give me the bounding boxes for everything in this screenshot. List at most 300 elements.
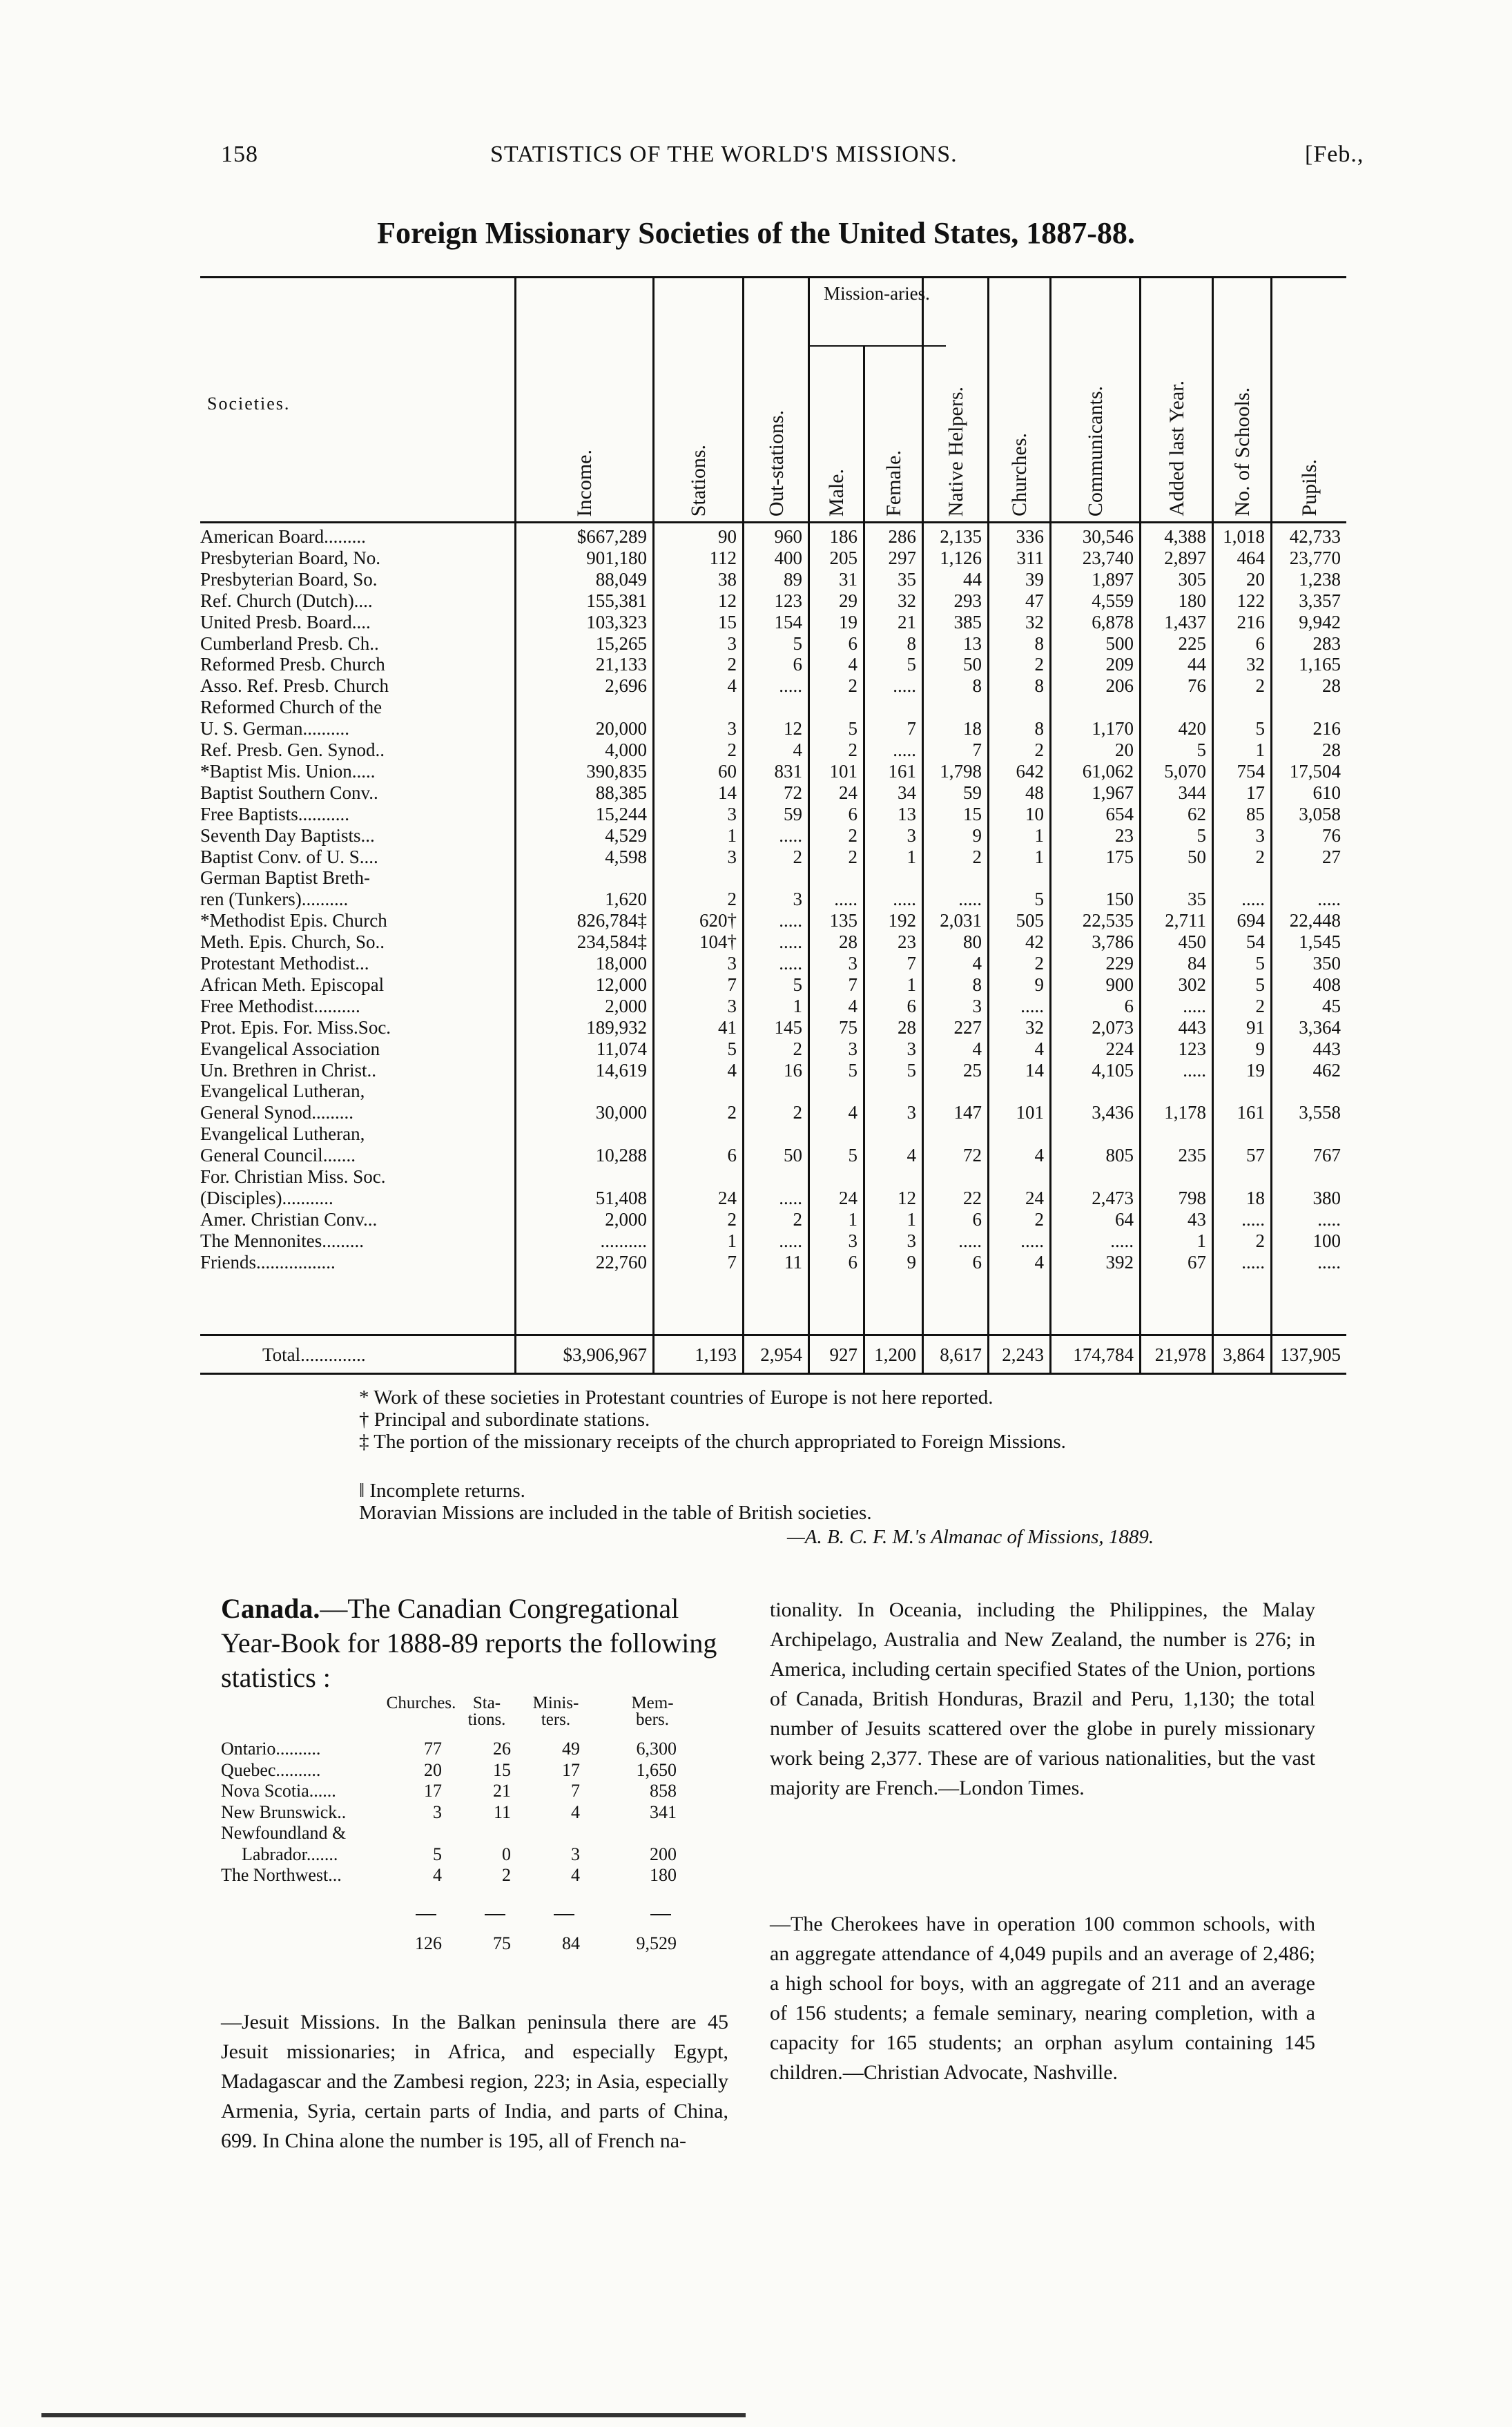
table-bottom-rule xyxy=(200,1373,1346,1375)
table-cell: 20 xyxy=(1246,568,1265,590)
table-cell: 311 xyxy=(1016,547,1044,568)
table-cell: 302 xyxy=(1178,974,1206,995)
table-cell: 3 xyxy=(727,632,737,654)
table-cell: 4 xyxy=(727,675,737,697)
table-cell: 227 xyxy=(953,1016,982,1038)
society-name: The Mennonites......... xyxy=(200,1230,364,1251)
society-name: Baptist Southern Conv.. xyxy=(200,782,378,803)
table-cell: 11 xyxy=(784,1251,802,1273)
total-cell: 137,905 xyxy=(1280,1344,1341,1365)
table-cell: 72 xyxy=(784,782,802,803)
table-cell: 1,798 xyxy=(940,760,982,782)
table-cell: 9,942 xyxy=(1299,611,1341,632)
table-cell: ..... xyxy=(893,675,916,697)
table-cell: 2 xyxy=(727,889,737,910)
table-cell: 297 xyxy=(888,547,916,568)
table-cell: ..... xyxy=(1241,1251,1265,1273)
table-cell: 8 xyxy=(972,974,982,995)
table-cell: 64 xyxy=(1115,1208,1134,1230)
society-name: American Board......... xyxy=(200,526,366,547)
table-cell: 229 xyxy=(1105,953,1134,974)
table-cell: 4,000 xyxy=(605,739,647,760)
table-column-rule xyxy=(922,276,924,1373)
table-cell: 24 xyxy=(839,782,857,803)
canada-cell: 4 xyxy=(571,1865,580,1885)
table-cell: ..... xyxy=(779,953,802,974)
table-cell: 60 xyxy=(718,760,737,782)
table-cell: 4,388 xyxy=(1164,526,1206,547)
canada-cell: 7 xyxy=(571,1781,580,1801)
table-cell: 420 xyxy=(1178,718,1206,739)
society-name: Presbyterian Board, So. xyxy=(200,568,378,590)
canada-cell: 1,650 xyxy=(636,1759,677,1780)
society-name: *Baptist Mis. Union..... xyxy=(200,760,376,782)
table-cell: 3 xyxy=(907,1102,916,1123)
society-name: Prot. Epis. For. Miss.Soc. xyxy=(200,1016,391,1038)
table-cell: 15,265 xyxy=(595,632,647,654)
table-cell: 2 xyxy=(793,1038,802,1059)
table-cell: 286 xyxy=(888,526,916,547)
canada-cell: 17 xyxy=(562,1759,580,1780)
canada-cell: 2 xyxy=(502,1865,511,1885)
table-cell: 6,878 xyxy=(1092,611,1134,632)
table-cell: 6 xyxy=(848,1251,857,1273)
total-cell: 2,243 xyxy=(1002,1344,1044,1365)
table-cell: 1,165 xyxy=(1299,654,1341,675)
table-cell: 1,238 xyxy=(1299,568,1341,590)
society-name: *Methodist Epis. Church xyxy=(200,910,387,931)
table-cell: 61,062 xyxy=(1082,760,1134,782)
table-cell: 32 xyxy=(1025,1016,1044,1038)
societies-header: Societies. xyxy=(207,394,291,414)
table-cell: 6 xyxy=(972,1251,982,1273)
table-cell: 4 xyxy=(972,953,982,974)
table-cell: 305 xyxy=(1178,568,1206,590)
canada-cell: 200 xyxy=(650,1844,677,1864)
total-cell: 174,784 xyxy=(1073,1344,1134,1365)
bottom-edge-rule xyxy=(41,2413,746,2417)
canada-cell: 4 xyxy=(571,1801,580,1822)
running-head: STATISTICS OF THE WORLD'S MISSIONS. xyxy=(490,142,958,167)
table-cell: 5 xyxy=(1255,953,1265,974)
table-cell: 84 xyxy=(1188,953,1206,974)
table-cell: 17 xyxy=(1246,782,1265,803)
table-cell: 76 xyxy=(1188,675,1206,697)
canada-column-header: Sta-tions. xyxy=(467,1694,506,1729)
table-cell: ..... xyxy=(1110,1230,1134,1251)
missionaries-header: Mission-aries. xyxy=(824,283,930,304)
table-cell: 8 xyxy=(972,675,982,697)
table-cell: 2,696 xyxy=(605,675,647,697)
table-cell: 3 xyxy=(972,995,982,1016)
table-cell: 8 xyxy=(1034,675,1044,697)
table-cell: 161 xyxy=(1237,1102,1265,1123)
society-name: (Disciples)........... xyxy=(200,1187,333,1208)
table-cell: 6 xyxy=(972,1208,982,1230)
table-cell: 2,073 xyxy=(1092,1016,1134,1038)
table-cell: 3 xyxy=(727,995,737,1016)
table-cell: 20 xyxy=(1115,739,1134,760)
table-cell: 826,784‡ xyxy=(576,910,647,931)
table-cell: 216 xyxy=(1312,718,1341,739)
table-column-rule xyxy=(1270,276,1272,1373)
table-cell: ..... xyxy=(958,1230,982,1251)
table-cell: 2,031 xyxy=(940,910,982,931)
table-cell: 45 xyxy=(1322,995,1341,1016)
total-cell: 21,978 xyxy=(1154,1344,1206,1365)
table-cell: 7 xyxy=(907,953,916,974)
canada-cell: 3 xyxy=(433,1801,442,1822)
table-cell: 44 xyxy=(1188,654,1206,675)
table-cell: 4 xyxy=(793,739,802,760)
table-cell: 103,323 xyxy=(586,611,647,632)
table-cell: 8 xyxy=(1034,632,1044,654)
table-cell: 443 xyxy=(1312,1038,1341,1059)
column-header: No. of Schools. xyxy=(1230,387,1254,516)
canada-cell: 11 xyxy=(493,1801,511,1822)
table-cell: 3 xyxy=(727,718,737,739)
footnote: —A. B. C. F. M.'s Almanac of Missions, 1889. xyxy=(787,1526,1154,1548)
table-cell: 19 xyxy=(839,611,857,632)
table-cell: 57 xyxy=(1246,1145,1265,1166)
table-cell: 16 xyxy=(784,1059,802,1081)
society-name: Seventh Day Baptists... xyxy=(200,824,375,846)
canada-province: Ontario.......... xyxy=(221,1739,321,1759)
canada-province: Nova Scotia...... xyxy=(221,1781,336,1801)
canada-cell: 20 xyxy=(424,1759,442,1780)
table-cell: 2,897 xyxy=(1164,547,1206,568)
table-cell: 1 xyxy=(848,1208,857,1230)
table-cell: 12 xyxy=(898,1187,916,1208)
table-cell: 31 xyxy=(839,568,857,590)
total-cell: 1,193 xyxy=(695,1344,737,1365)
table-cell: 7 xyxy=(972,739,982,760)
table-cell: 2 xyxy=(1034,953,1044,974)
table-cell: ..... xyxy=(958,889,982,910)
table-cell: 101 xyxy=(829,760,857,782)
total-cell: 1,200 xyxy=(874,1344,916,1365)
table-cell: 694 xyxy=(1237,910,1265,931)
table-cell: 51,408 xyxy=(595,1187,647,1208)
table-cell: 3 xyxy=(727,846,737,867)
table-cell: ..... xyxy=(1317,1251,1341,1273)
table-cell: 2 xyxy=(727,654,737,675)
canada-province: The Northwest... xyxy=(221,1865,342,1885)
society-name: Free Methodist.......... xyxy=(200,995,360,1016)
table-cell: 135 xyxy=(829,910,857,931)
table-cell: 344 xyxy=(1178,782,1206,803)
society-name: Evangelical Lutheran, xyxy=(200,1081,365,1102)
table-cell: 28 xyxy=(1322,739,1341,760)
table-cell: 15 xyxy=(718,611,737,632)
table-cell: 43 xyxy=(1188,1208,1206,1230)
table-cell: 2 xyxy=(848,824,857,846)
table-cell: 216 xyxy=(1237,611,1265,632)
table-cell: 22,760 xyxy=(595,1251,647,1273)
table-cell: 2 xyxy=(793,1102,802,1123)
table-cell: 235 xyxy=(1178,1145,1206,1166)
table-cell: 24 xyxy=(718,1187,737,1208)
table-cell: 32 xyxy=(1246,654,1265,675)
table-cell: 155,381 xyxy=(586,590,647,611)
table-cell: 4 xyxy=(907,1145,916,1166)
table-cell: 350 xyxy=(1312,953,1341,974)
table-cell: 3 xyxy=(907,824,916,846)
column-header: Stations. xyxy=(687,444,710,516)
table-cell: 4 xyxy=(1034,1145,1044,1166)
column-header: Churches. xyxy=(1008,433,1031,516)
table-cell: 5 xyxy=(848,1059,857,1081)
table-cell: 1 xyxy=(727,1230,737,1251)
column-header: Pupils. xyxy=(1298,459,1321,516)
table-cell: 32 xyxy=(1025,611,1044,632)
canada-cell: 5 xyxy=(433,1844,442,1864)
table-cell: .......... xyxy=(600,1230,647,1251)
table-cell: 7 xyxy=(727,1251,737,1273)
society-name: Evangelical Association xyxy=(200,1038,380,1059)
canada-column-header: Minis-ters. xyxy=(532,1694,579,1729)
table-cell: 88,385 xyxy=(595,782,647,803)
table-cell: 12 xyxy=(718,590,737,611)
table-cell: 642 xyxy=(1016,760,1044,782)
table-cell: 2 xyxy=(848,675,857,697)
table-cell: 6 xyxy=(793,654,802,675)
table-cell: 41 xyxy=(718,1016,737,1038)
table-cell: 380 xyxy=(1312,1187,1341,1208)
table-cell: ..... xyxy=(893,739,916,760)
table-cell: 186 xyxy=(829,526,857,547)
table-cell: 122 xyxy=(1237,590,1265,611)
table-cell: ..... xyxy=(779,1230,802,1251)
table-cell: 101 xyxy=(1016,1102,1044,1123)
table-cell: 3 xyxy=(727,803,737,824)
table-cell: 336 xyxy=(1016,526,1044,547)
table-cell: 4,529 xyxy=(605,824,647,846)
table-cell: ..... xyxy=(779,675,802,697)
canada-province: Newfoundland & xyxy=(221,1823,347,1843)
table-cell: 112 xyxy=(709,547,737,568)
table-cell: 85 xyxy=(1246,803,1265,824)
table-cell: 5 xyxy=(1255,718,1265,739)
society-name: Free Baptists........... xyxy=(200,803,349,824)
society-name: General Synod......... xyxy=(200,1102,353,1123)
table-cell: 209 xyxy=(1105,654,1134,675)
column-header: Female. xyxy=(882,450,905,516)
canada-total: 9,529 xyxy=(636,1933,677,1953)
table-cell: 4 xyxy=(848,995,857,1016)
table-cell: 1,897 xyxy=(1092,568,1134,590)
table-cell: 4 xyxy=(848,1102,857,1123)
table-cell: 400 xyxy=(774,547,802,568)
table-cell: 5 xyxy=(848,718,857,739)
canada-cell: 26 xyxy=(493,1739,511,1759)
table-cell: 2 xyxy=(1034,739,1044,760)
column-header: Native Helpers. xyxy=(944,386,967,516)
table-cell: 123 xyxy=(774,590,802,611)
running-date: [Feb., xyxy=(1305,142,1364,167)
table-cell: 18,000 xyxy=(595,953,647,974)
table-cell: 100 xyxy=(1312,1230,1341,1251)
table-cell: 7 xyxy=(727,974,737,995)
table-cell: 8 xyxy=(1034,718,1044,739)
table-cell: 42 xyxy=(1025,931,1044,953)
table-cell: 392 xyxy=(1105,1251,1134,1273)
table-cell: 15,244 xyxy=(595,803,647,824)
table-cell: 32 xyxy=(898,590,916,611)
table-cell: 75 xyxy=(839,1016,857,1038)
table-cell: ..... xyxy=(779,824,802,846)
canada-cell: 49 xyxy=(562,1739,580,1759)
canada-cell: 6,300 xyxy=(636,1739,677,1759)
table-cell: 25 xyxy=(963,1059,982,1081)
table-cell: 4,598 xyxy=(605,846,647,867)
table-column-rule xyxy=(863,345,865,1373)
table-cell: 2 xyxy=(1255,1230,1265,1251)
table-cell: 15 xyxy=(963,803,982,824)
table-cell: 3,786 xyxy=(1092,931,1134,953)
table-cell: 3,436 xyxy=(1092,1102,1134,1123)
table-cell: 29 xyxy=(839,590,857,611)
canada-total: 84 xyxy=(562,1933,580,1953)
table-cell: 39 xyxy=(1025,568,1044,590)
table-cell: ..... xyxy=(779,1187,802,1208)
table-cell: 450 xyxy=(1178,931,1206,953)
society-name: African Meth. Episcopal xyxy=(200,974,385,995)
table-cell: 34 xyxy=(898,782,916,803)
society-name: Un. Brethren in Christ.. xyxy=(200,1059,376,1081)
table-cell: 12,000 xyxy=(595,974,647,995)
table-column-rule xyxy=(1212,276,1214,1373)
table-cell: 2 xyxy=(727,1208,737,1230)
table-cell: 1,620 xyxy=(605,889,647,910)
table-cell: 12 xyxy=(784,718,802,739)
table-cell: 225 xyxy=(1178,632,1206,654)
table-cell: 11,074 xyxy=(596,1038,647,1059)
table-total-rule xyxy=(200,1334,1346,1336)
table-cell: 4 xyxy=(972,1038,982,1059)
table-cell: 4,559 xyxy=(1092,590,1134,611)
table-cell: 145 xyxy=(774,1016,802,1038)
table-cell: 14,619 xyxy=(595,1059,647,1081)
table-cell: 4 xyxy=(848,654,857,675)
canada-province: New Brunswick.. xyxy=(221,1801,347,1822)
footnote: Moravian Missions are included in the table of British societies. xyxy=(359,1502,872,1524)
table-cell: 2 xyxy=(1255,846,1265,867)
table-cell: 464 xyxy=(1237,547,1265,568)
table-cell: 6 xyxy=(1255,632,1265,654)
table-cell: 206 xyxy=(1105,675,1134,697)
canada-cell: 77 xyxy=(424,1739,442,1759)
table-cell: 1,178 xyxy=(1164,1102,1206,1123)
canada-cell: 858 xyxy=(650,1781,677,1801)
table-cell: 1 xyxy=(907,974,916,995)
table-cell: 2 xyxy=(972,846,982,867)
society-name: United Presb. Board.... xyxy=(200,611,371,632)
canada-cell: 341 xyxy=(650,1801,677,1822)
table-cell: 1 xyxy=(1255,739,1265,760)
canada-paragraph xyxy=(221,1592,732,1695)
table-cell: 1,170 xyxy=(1092,718,1134,739)
table-cell: 72 xyxy=(963,1145,982,1166)
table-cell: 3,558 xyxy=(1299,1102,1341,1123)
canada-province: Quebec.......... xyxy=(221,1759,321,1780)
table-cell: 5 xyxy=(907,654,916,675)
table-cell: 24 xyxy=(839,1187,857,1208)
canada-cell: 21 xyxy=(493,1781,511,1801)
table-cell: 7 xyxy=(848,974,857,995)
table-cell: ..... xyxy=(779,910,802,931)
table-cell: 50 xyxy=(1188,846,1206,867)
table-cell: ..... xyxy=(1317,889,1341,910)
table-cell: 9 xyxy=(972,824,982,846)
table-cell: 2 xyxy=(727,739,737,760)
table-cell: 42,733 xyxy=(1289,526,1341,547)
table-cell: 59 xyxy=(784,803,802,824)
table-cell: 754 xyxy=(1237,760,1265,782)
table-cell: 21,133 xyxy=(595,654,647,675)
table-cell: 960 xyxy=(774,526,802,547)
table-cell: 9 xyxy=(907,1251,916,1273)
table-column-rule xyxy=(1049,276,1051,1373)
table-cell: 9 xyxy=(1034,974,1044,995)
table-cell: 19 xyxy=(1246,1059,1265,1081)
table-cell: 5 xyxy=(1034,889,1044,910)
table-cell: 6 xyxy=(848,632,857,654)
table-cell: 1 xyxy=(907,1208,916,1230)
table-title: Foreign Missionary Societies of the United States, 1887-88. xyxy=(377,216,1135,250)
footnote: ‖ Incomplete returns. xyxy=(359,1480,525,1502)
table-cell: 192 xyxy=(888,910,916,931)
table-cell: 28 xyxy=(898,1016,916,1038)
table-cell: 5 xyxy=(1255,974,1265,995)
table-cell: 22 xyxy=(963,1187,982,1208)
society-name: U. S. German.......... xyxy=(200,718,349,739)
canada-sum-rule xyxy=(554,1914,574,1915)
table-cell: 23 xyxy=(898,931,916,953)
society-name: Baptist Conv. of U. S.... xyxy=(200,846,378,867)
table-cell: 47 xyxy=(1025,590,1044,611)
canada-column-header: Mem-bers. xyxy=(631,1694,674,1729)
table-cell: 27 xyxy=(1322,846,1341,867)
table-cell: 2,711 xyxy=(1165,910,1206,931)
table-cell: 620† xyxy=(699,910,737,931)
table-cell: 767 xyxy=(1312,1145,1341,1166)
canada-sum-rule xyxy=(485,1914,505,1915)
table-cell: 4 xyxy=(727,1059,737,1081)
table-cell: 21 xyxy=(898,611,916,632)
table-cell: 180 xyxy=(1178,590,1206,611)
table-cell: 3 xyxy=(848,953,857,974)
table-cell: 88,049 xyxy=(595,568,647,590)
table-cell: 5 xyxy=(1196,739,1206,760)
table-cell: 293 xyxy=(953,590,982,611)
canada-cell: 4 xyxy=(433,1865,442,1885)
table-cell: 44 xyxy=(963,568,982,590)
table-cell: 5 xyxy=(727,1038,737,1059)
table-cell: 2 xyxy=(848,846,857,867)
table-cell: 18 xyxy=(963,718,982,739)
table-cell: 1,126 xyxy=(940,547,982,568)
table-cell: 4 xyxy=(1034,1251,1044,1273)
total-cell: 2,954 xyxy=(760,1344,802,1365)
table-cell: $667,289 xyxy=(576,526,647,547)
table-cell: 6 xyxy=(848,803,857,824)
table-cell: 2 xyxy=(793,1208,802,1230)
total-cell: 3,864 xyxy=(1223,1344,1265,1365)
table-cell: 175 xyxy=(1105,846,1134,867)
table-cell: 104† xyxy=(699,931,737,953)
society-name: For. Christian Miss. Soc. xyxy=(200,1166,386,1187)
